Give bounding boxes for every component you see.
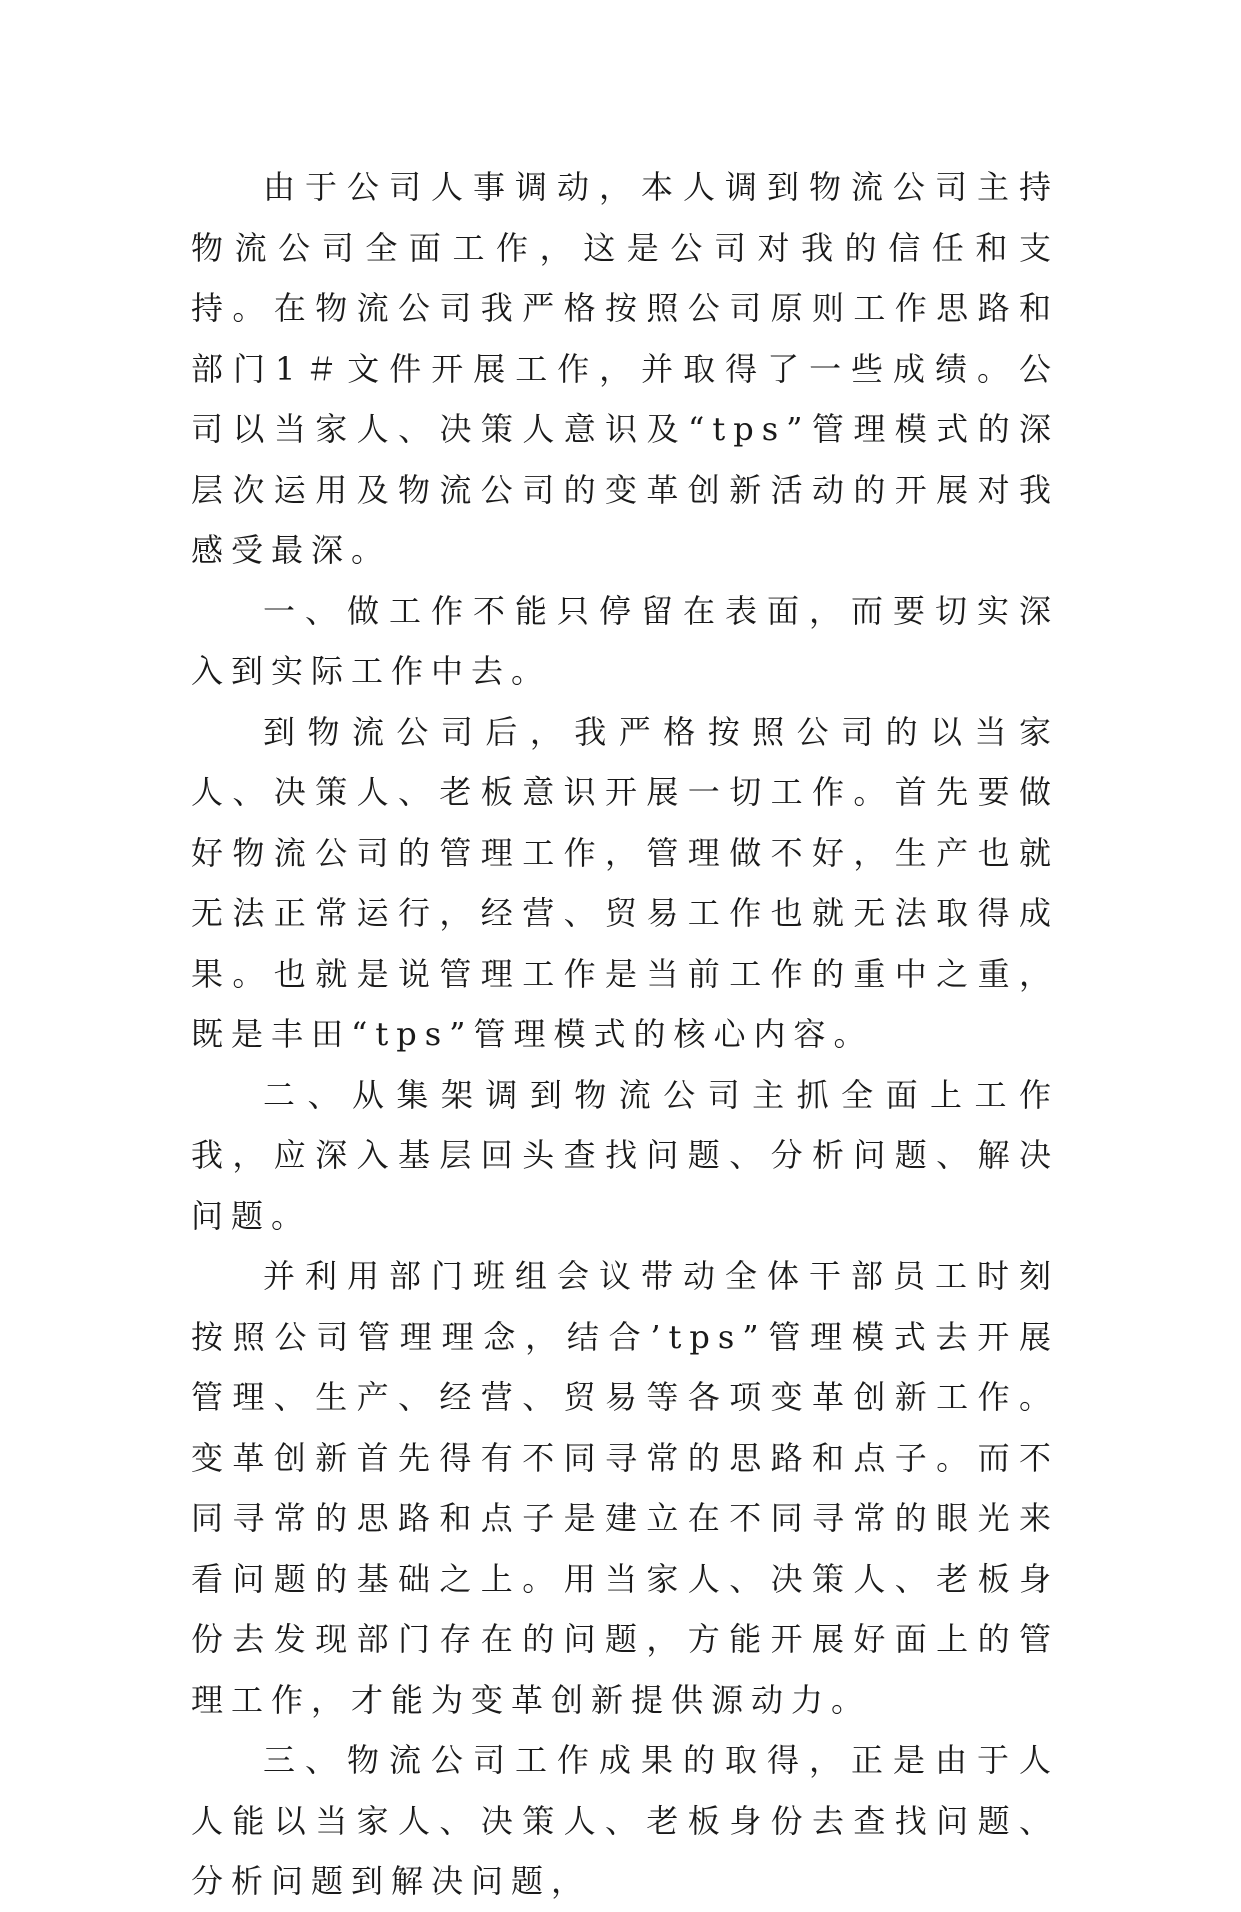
paragraph-point-one: 一、做工作不能只停留在表面，而要切实深入到实际工作中去。: [191, 591, 1059, 690]
document-body: [191, 157, 1059, 1912]
paragraph-intro: 由于公司人事调动，本人调到物流公司主持物流公司全面工作，这是公司对我的信任和支持。在物流公司我严格按照公司原则工作思路和部门1＃文件开展工作，并取得了一些成绩。公司以当家人、决策人意识及“tps”管理模式的深层次运用及物流公司的变革创新活动的开展对我感受最深。: [191, 168, 1059, 569]
paragraph-point-two-detail: 并利用部门班组会议带动全体干部员工时刻按照公司管理理念，结合’tps”管理模式去开展管理、生产、经营、贸易等各项变革创新工作。变革创新首先得有不同寻常的思路和点子。而不同寻常的思路和点子是建立在不同寻常的眼光来看问题的基础之上。用当家人、决策人、老板身份去发现部门存在的问题，方能开展好面上的管理工作，才能为变革创新提供源动力。: [191, 1257, 1059, 1719]
paragraph-point-three: 三、物流公司工作成果的取得，正是由于人人能以当家人、决策人、老板身份去查找问题、分析问题到解决问题，: [191, 1741, 1059, 1900]
paragraph-point-two: 二、从集架调到物流公司主抓全面上工作我，应深入基层回头查找问题、分析问题、解决问题。: [191, 1075, 1059, 1235]
paragraph-point-one-detail: 到物流公司后，我严格按照公司的以当家人、决策人、老板意识开展一切工作。首先要做好物流公司的管理工作，管理做不好，生产也就无法正常运行，经营、贸易工作也就无法取得成果。也就是说管理工作是当前工作的重中之重，既是丰田“tps”管理模式的核心内容。: [191, 712, 1059, 1053]
